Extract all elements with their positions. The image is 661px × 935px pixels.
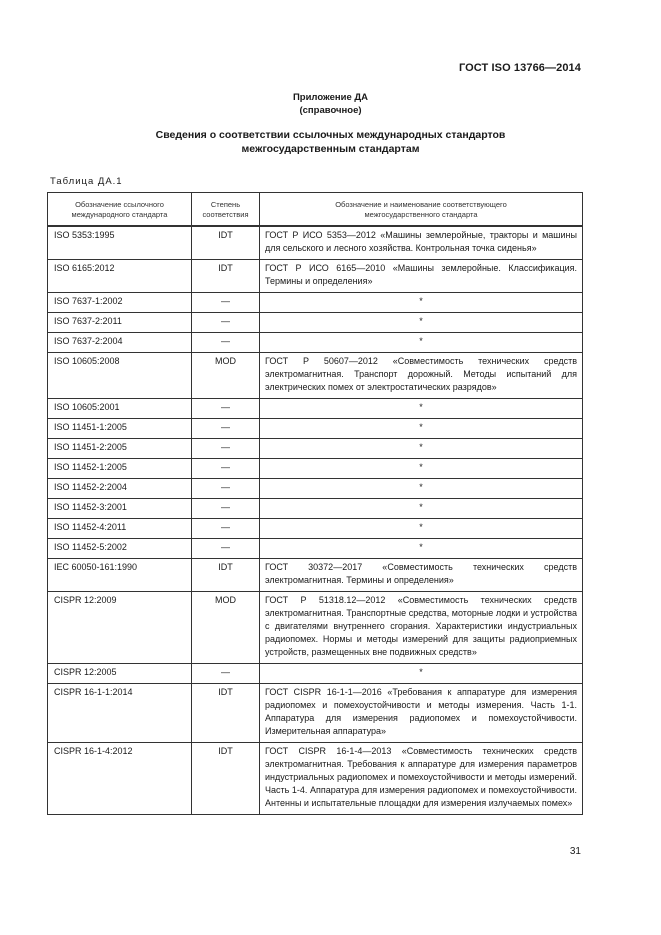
interstate-standard-cell: * <box>260 333 583 353</box>
interstate-standard-cell: ГОСТ Р ИСО 6165—2010 «Машины землеройные. Классификация. Термины и определения» <box>260 260 583 293</box>
ref-standard-cell: CISPR 12:2005 <box>48 664 192 684</box>
interstate-standard-cell: ГОСТ Р 50607—2012 «Совместимость технических средств электромагнитная. Транспорт дорожный. Методы испытаний для электрических помех от электростатических разрядов» <box>260 353 583 399</box>
degree-cell: — <box>192 459 260 479</box>
table-row <box>48 684 583 743</box>
table-caption: Таблица ДА.1 <box>50 176 123 187</box>
table-header-row <box>48 193 583 227</box>
degree-cell: — <box>192 313 260 333</box>
section-title-line1: Сведения о соответствии ссылочных международных стандартов <box>155 129 506 141</box>
degree-cell: IDT <box>192 743 260 815</box>
table-row <box>48 479 583 499</box>
degree-cell: — <box>192 519 260 539</box>
ref-standard-cell: ISO 7637-2:2011 <box>48 313 192 333</box>
table-row <box>48 260 583 293</box>
ref-standard-cell: ISO 11451-1:2005 <box>48 419 192 439</box>
correspondence-table <box>47 192 583 815</box>
interstate-standard-cell: ГОСТ CISPR 16-1-1—2016 «Требования к аппаратуре для измерения радиопомех и помехоустойчивости и методы измерения. Часть 1-1. Аппаратура для измерения радиопомех и помехоустойчивости. Измерительная аппаратура» <box>260 684 583 743</box>
degree-cell: — <box>192 499 260 519</box>
ref-standard-cell: CISPR 12:2009 <box>48 592 192 664</box>
header-ref-standard <box>48 193 192 227</box>
degree-cell: — <box>192 419 260 439</box>
ref-standard-cell: ISO 11452-3:2001 <box>48 499 192 519</box>
ref-standard-cell: IEC 60050-161:1990 <box>48 559 192 592</box>
header-ref-line1: Обозначение ссылочного <box>75 200 164 209</box>
table-row <box>48 226 583 260</box>
header-ref-line2: международного стандарта <box>71 210 168 219</box>
section-title <box>0 128 661 156</box>
interstate-standard-cell: ГОСТ 30372—2017 «Совместимость технических средств электромагнитная. Термины и определения» <box>260 559 583 592</box>
interstate-standard-cell: * <box>260 499 583 519</box>
appendix-heading <box>0 91 661 117</box>
table-row <box>48 743 583 815</box>
degree-cell: — <box>192 539 260 559</box>
interstate-standard-cell: * <box>260 664 583 684</box>
ref-standard-cell: ISO 5353:1995 <box>48 226 192 260</box>
degree-cell: MOD <box>192 353 260 399</box>
table-row <box>48 419 583 439</box>
table-row <box>48 592 583 664</box>
appendix-title: Приложение ДА <box>292 92 369 103</box>
degree-cell: IDT <box>192 226 260 260</box>
header-interstate-line1: Обозначение и наименование соответствующего <box>335 200 507 209</box>
degree-cell: IDT <box>192 559 260 592</box>
degree-cell: — <box>192 333 260 353</box>
ref-standard-cell: ISO 11452-5:2002 <box>48 539 192 559</box>
document-code: ГОСТ ISO 13766—2014 <box>458 62 581 74</box>
interstate-standard-cell: * <box>260 519 583 539</box>
degree-cell: IDT <box>192 684 260 743</box>
ref-standard-cell: ISO 7637-2:2004 <box>48 333 192 353</box>
ref-standard-cell: CISPR 16-1-1:2014 <box>48 684 192 743</box>
interstate-standard-cell: * <box>260 539 583 559</box>
interstate-standard-cell: * <box>260 479 583 499</box>
table-row <box>48 353 583 399</box>
interstate-standard-cell: * <box>260 399 583 419</box>
degree-cell: MOD <box>192 592 260 664</box>
interstate-standard-cell: * <box>260 459 583 479</box>
header-degree <box>192 193 260 227</box>
table-row <box>48 664 583 684</box>
table-row <box>48 293 583 313</box>
ref-standard-cell: ISO 11451-2:2005 <box>48 439 192 459</box>
interstate-standard-cell: ГОСТ CISPR 16-1-4—2013 «Совместимость технических средств электромагнитная. Требования к аппаратуре для измерения параметров индустриальных радиопомех и помехоустойчивости и методы измерений. Часть 1-4. Аппаратура для измерения радиопомех и помехоустойчивости. Антенны и испытательные площадки для измерения излучаемых помех» <box>260 743 583 815</box>
table-row <box>48 499 583 519</box>
header-degree-line1: Степень <box>210 200 241 209</box>
degree-cell: — <box>192 479 260 499</box>
degree-cell: — <box>192 399 260 419</box>
appendix-subtitle: (справочное) <box>299 105 362 116</box>
table-row <box>48 559 583 592</box>
table-body <box>48 226 583 815</box>
header-interstate-line2: межгосударственного стандарта <box>364 210 478 219</box>
table-row <box>48 539 583 559</box>
ref-standard-cell: CISPR 16-1-4:2012 <box>48 743 192 815</box>
header-interstate-standard <box>260 193 583 227</box>
interstate-standard-cell: ГОСТ Р ИСО 5353—2012 «Машины землеройные, тракторы и машины для сельского и лесного хозяйства. Контрольная точка сиденья» <box>260 226 583 260</box>
interstate-standard-cell: * <box>260 313 583 333</box>
table-row <box>48 459 583 479</box>
ref-standard-cell: ISO 6165:2012 <box>48 260 192 293</box>
table-row <box>48 519 583 539</box>
ref-standard-cell: ISO 11452-1:2005 <box>48 459 192 479</box>
section-title-line2: межгосударственным стандартам <box>241 143 420 155</box>
interstate-standard-cell: * <box>260 293 583 313</box>
table-row <box>48 333 583 353</box>
page-number: 31 <box>569 846 581 857</box>
ref-standard-cell: ISO 10605:2001 <box>48 399 192 419</box>
degree-cell: — <box>192 293 260 313</box>
ref-standard-cell: ISO 7637-1:2002 <box>48 293 192 313</box>
ref-standard-cell: ISO 10605:2008 <box>48 353 192 399</box>
degree-cell: — <box>192 664 260 684</box>
ref-standard-cell: ISO 11452-2:2004 <box>48 479 192 499</box>
interstate-standard-cell: ГОСТ Р 51318.12—2012 «Совместимость технических средств электромагнитная. Транспортные средства, моторные лодки и устройства с двигателями внутреннего сгорания. Характеристики индустриальных радиопомех. Нормы и методы измерений для защиты радиоприемных устройств, размещенных вне подвижных средств» <box>260 592 583 664</box>
interstate-standard-cell: * <box>260 439 583 459</box>
table-row <box>48 313 583 333</box>
interstate-standard-cell: * <box>260 419 583 439</box>
header-degree-line2: соответствия <box>202 210 249 219</box>
table-row <box>48 399 583 419</box>
degree-cell: — <box>192 439 260 459</box>
table-row <box>48 439 583 459</box>
degree-cell: IDT <box>192 260 260 293</box>
ref-standard-cell: ISO 11452-4:2011 <box>48 519 192 539</box>
